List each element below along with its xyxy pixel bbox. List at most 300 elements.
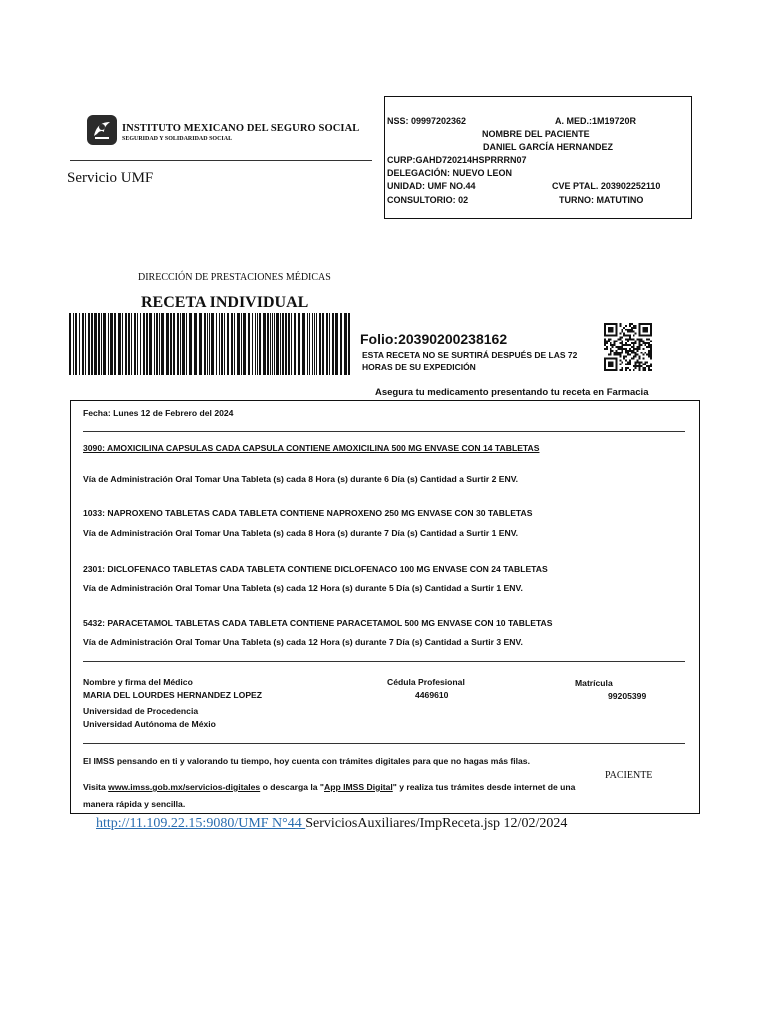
barcode-bar bbox=[88, 313, 90, 375]
barcode-bar bbox=[241, 313, 242, 375]
barcode-bar bbox=[329, 313, 330, 375]
barcode-bar bbox=[316, 313, 317, 375]
qr-module bbox=[621, 344, 623, 346]
qr-module bbox=[616, 352, 618, 354]
qr-module bbox=[635, 365, 637, 367]
barcode-bar bbox=[322, 313, 324, 375]
barcode-bar bbox=[298, 313, 300, 375]
qr-module bbox=[616, 346, 618, 348]
barcode-bar bbox=[98, 313, 100, 375]
qr-module bbox=[625, 369, 627, 371]
barcode-bar bbox=[270, 313, 271, 375]
qr-module bbox=[648, 342, 650, 344]
qr-module bbox=[646, 338, 648, 340]
qr-module bbox=[614, 340, 616, 342]
barcode-bar bbox=[186, 313, 187, 375]
qr-module bbox=[648, 346, 650, 348]
qr-module bbox=[635, 356, 637, 358]
qr-module bbox=[610, 352, 612, 354]
prescription-frame bbox=[70, 400, 700, 814]
qr-module bbox=[637, 346, 639, 348]
qr-module bbox=[604, 338, 606, 340]
qr-module bbox=[629, 344, 631, 346]
qr-module bbox=[619, 336, 621, 338]
nss: NSS: 09997202362 bbox=[387, 116, 467, 126]
qr-module bbox=[635, 352, 637, 354]
qr-module bbox=[650, 344, 652, 346]
qr-module bbox=[627, 363, 629, 365]
doctor-divider bbox=[83, 743, 685, 744]
qr-module bbox=[650, 369, 652, 371]
barcode-bar bbox=[128, 313, 130, 375]
medication-name: 2301: DICLOFENACO TABLETAS CADA TABLETA CONTIENE DICLOFENACO 100 MG ENVASE CON 24 TABLETAS bbox=[83, 564, 548, 574]
qr-module bbox=[625, 352, 627, 354]
qr-module bbox=[625, 367, 627, 369]
patient-name: DANIEL GARCÍA HERNANDEZ bbox=[483, 142, 614, 152]
qr-module bbox=[621, 336, 623, 338]
qr-module bbox=[633, 369, 635, 371]
doctor-name-label: Nombre y firma del Médico bbox=[83, 677, 193, 687]
barcode-bar bbox=[131, 313, 132, 375]
barcode-bar bbox=[73, 313, 74, 375]
qr-module bbox=[629, 329, 631, 331]
qr-module bbox=[631, 331, 633, 333]
qr-module bbox=[606, 346, 608, 348]
qr-module bbox=[614, 344, 616, 346]
qr-module bbox=[623, 333, 625, 335]
barcode-bar bbox=[348, 313, 350, 375]
barcode-bar bbox=[276, 313, 279, 375]
barcode-bar bbox=[294, 313, 296, 375]
qr-module bbox=[650, 356, 652, 358]
qr-module bbox=[635, 354, 637, 356]
barcode-bar bbox=[180, 313, 181, 375]
qr-module bbox=[640, 365, 642, 367]
medication-instructions: Vía de Administración Oral Tomar Una Tableta (s) cada 12 Hora (s) durante 5 Día (s) Cantidad a Surtir 1 ENV. bbox=[83, 583, 523, 593]
visita-text: Visita bbox=[83, 782, 109, 792]
barcode-bar bbox=[173, 313, 175, 375]
qr-module bbox=[644, 344, 646, 346]
qr-module bbox=[642, 340, 644, 342]
fecha: Fecha: Lunes 12 de Febrero del 2024 bbox=[83, 408, 234, 418]
qr-module bbox=[616, 350, 618, 352]
barcode-bar bbox=[207, 313, 208, 375]
qr-module bbox=[621, 352, 623, 354]
pharmacy-notice: Asegura tu medicamento presentando tu receta en Farmacia bbox=[375, 387, 649, 398]
qr-module bbox=[639, 348, 641, 350]
barcode-bar bbox=[177, 313, 179, 375]
barcode-bar bbox=[156, 313, 158, 375]
qr-module bbox=[617, 352, 619, 354]
institution-name: INSTITUTO MEXICANO DEL SEGURO SOCIAL bbox=[122, 123, 360, 134]
qr-module bbox=[621, 367, 623, 369]
barcode-bar bbox=[154, 313, 155, 375]
descarga-text: o descarga la " bbox=[260, 782, 324, 792]
qr-module bbox=[642, 342, 644, 344]
medications-divider bbox=[83, 661, 685, 662]
barcode-bar bbox=[211, 313, 214, 375]
qr-module bbox=[608, 354, 610, 356]
qr-module bbox=[617, 338, 619, 340]
qr-module bbox=[648, 365, 650, 367]
qr-module bbox=[629, 363, 631, 365]
qr-module bbox=[625, 350, 627, 352]
qr-module bbox=[635, 333, 637, 335]
qr-module bbox=[606, 348, 608, 350]
app-imss-link[interactable]: App IMSS Digital bbox=[324, 782, 393, 792]
delegacion: DELEGACIÓN: NUEVO LEON bbox=[387, 168, 513, 178]
qr-module bbox=[629, 336, 631, 338]
qr-module bbox=[610, 338, 612, 340]
qr-module bbox=[627, 350, 629, 352]
qr-module bbox=[623, 358, 625, 360]
qr-module bbox=[646, 361, 648, 363]
imss-message: El IMSS pensando en ti y valorando tu tiempo, hoy cuenta con trámites digitales para que no hagas más filas. bbox=[83, 756, 530, 766]
institution-subtitle: SEGURIDAD Y SOLIDARIDAD SOCIAL bbox=[122, 136, 233, 142]
barcode-bar bbox=[234, 313, 235, 375]
qr-module bbox=[635, 325, 637, 327]
qr-module bbox=[648, 354, 650, 356]
qr-module bbox=[635, 363, 637, 365]
qr-module bbox=[639, 342, 641, 344]
realiza-text: " y realiza tus trámites desde internet de una bbox=[392, 782, 576, 792]
qr-module bbox=[631, 323, 633, 325]
barcode-bar bbox=[194, 313, 197, 375]
qr-module bbox=[629, 350, 631, 352]
barcode-bar bbox=[291, 313, 292, 375]
qr-module bbox=[614, 354, 616, 356]
qr-module bbox=[648, 350, 650, 352]
qr-module bbox=[650, 350, 652, 352]
cve-ptal: CVE PTAL. 203902252110 bbox=[552, 181, 661, 191]
qr-module bbox=[644, 342, 646, 344]
qr-module bbox=[627, 338, 629, 340]
barcode-bar bbox=[280, 313, 281, 375]
barcode-bar bbox=[159, 313, 160, 375]
qr-module bbox=[629, 348, 631, 350]
qr-module bbox=[637, 354, 639, 356]
qr-module bbox=[650, 358, 652, 360]
barcode-bar bbox=[227, 313, 229, 375]
qr-module bbox=[623, 344, 625, 346]
barcode-bar bbox=[332, 313, 334, 375]
matricula-label: Matrícula bbox=[575, 678, 613, 688]
qr-module bbox=[650, 346, 652, 348]
qr-module bbox=[639, 340, 641, 342]
qr-module bbox=[650, 340, 652, 342]
qr-module bbox=[625, 335, 627, 337]
medication-instructions: Vía de Administración Oral Tomar Una Tableta (s) cada 8 Hora (s) durante 7 Día (s) Cantidad a Surtir 1 ENV. bbox=[83, 528, 519, 538]
qr-module bbox=[619, 369, 621, 371]
qr-module bbox=[631, 358, 633, 360]
qr-module bbox=[629, 369, 631, 371]
qr-module bbox=[637, 348, 639, 350]
barcode-bar bbox=[272, 313, 273, 375]
barcode-bar bbox=[79, 313, 80, 375]
qr-module bbox=[648, 356, 650, 358]
qr-module bbox=[625, 348, 627, 350]
qr-module bbox=[619, 346, 621, 348]
barcode-bar bbox=[161, 313, 164, 375]
qr-module bbox=[621, 348, 623, 350]
barcode-bar bbox=[221, 313, 223, 375]
qr-module bbox=[619, 323, 621, 325]
qr-module bbox=[621, 342, 623, 344]
qr-module bbox=[642, 367, 644, 369]
medication-instructions: Vía de Administración Oral Tomar Una Tableta (s) cada 8 Hora (s) durante 6 Día (s) Cantidad a Surtir 2 ENV. bbox=[83, 474, 519, 484]
qr-module bbox=[635, 348, 637, 350]
qr-module bbox=[627, 331, 629, 333]
qr-module bbox=[646, 346, 648, 348]
barcode-bar bbox=[199, 313, 202, 375]
qr-module bbox=[650, 363, 652, 365]
qr-module bbox=[648, 344, 650, 346]
qr-module bbox=[644, 367, 646, 369]
qr-module bbox=[642, 358, 644, 360]
barcode-bar bbox=[274, 313, 275, 375]
qr-module bbox=[629, 331, 631, 333]
qr-module bbox=[625, 359, 627, 361]
qr-module bbox=[629, 359, 631, 361]
service-label: Servicio UMF bbox=[67, 170, 154, 186]
barcode-bar bbox=[219, 313, 220, 375]
barcode-bar bbox=[312, 313, 313, 375]
qr-module bbox=[625, 344, 627, 346]
print-url-rest: ServiciosAuxiliares/ImpReceta.jsp 12/02/2024 bbox=[305, 816, 568, 831]
qr-module bbox=[635, 327, 637, 329]
qr-module bbox=[619, 333, 621, 335]
barcode-bar bbox=[189, 313, 192, 375]
qr-module bbox=[627, 340, 629, 342]
barcode-bar bbox=[101, 313, 102, 375]
qr-module bbox=[621, 329, 623, 331]
qr-module bbox=[633, 342, 635, 344]
qr-module bbox=[635, 367, 637, 369]
qr-module bbox=[604, 344, 606, 346]
barcode-bar bbox=[340, 313, 342, 375]
header-divider bbox=[70, 160, 372, 161]
barcode-bar bbox=[224, 313, 225, 375]
qr-module bbox=[644, 352, 646, 354]
qr-module bbox=[633, 325, 635, 327]
qr-module bbox=[633, 346, 635, 348]
qr-module bbox=[608, 361, 614, 367]
qr-module bbox=[639, 346, 641, 348]
barcode-bar bbox=[302, 313, 305, 375]
qr-module bbox=[619, 338, 621, 340]
qr-module bbox=[633, 352, 635, 354]
qr-module bbox=[617, 354, 619, 356]
qr-module bbox=[650, 348, 652, 350]
barcode-bar bbox=[267, 313, 269, 375]
qr-module bbox=[610, 348, 612, 350]
qr-module bbox=[639, 369, 641, 371]
universidad: Universidad Autónoma de Méxio bbox=[83, 719, 216, 729]
qr-module bbox=[621, 369, 623, 371]
barcode-bar bbox=[118, 313, 121, 375]
qr-module bbox=[639, 365, 641, 367]
barcode-bar bbox=[237, 313, 240, 375]
qr-module bbox=[604, 340, 606, 342]
barcode-bar bbox=[285, 313, 287, 375]
imss-logo bbox=[86, 114, 360, 148]
qr-module bbox=[650, 365, 652, 367]
medication-name: 5432: PARACETAMOL TABLETAS CADA TABLETA CONTIENE PARACETAMOL 500 MG ENVASE CON 10 TABLETAS bbox=[83, 618, 553, 628]
qr-module bbox=[633, 335, 635, 337]
qr-module bbox=[629, 361, 631, 363]
qr-module bbox=[614, 352, 616, 354]
qr-module bbox=[642, 363, 644, 365]
curp: CURP:GAHD720214HSPRRRN07 bbox=[387, 155, 527, 165]
qr-module bbox=[633, 358, 635, 360]
qr-module bbox=[637, 365, 639, 367]
qr-module bbox=[633, 365, 635, 367]
qr-module bbox=[625, 338, 627, 340]
qr-module bbox=[642, 354, 644, 356]
barcode-bar bbox=[114, 313, 116, 375]
barcode-bar bbox=[314, 313, 315, 375]
qr-module bbox=[619, 359, 621, 361]
barcode-bar bbox=[309, 313, 310, 375]
qr-module bbox=[619, 356, 621, 358]
qr-module bbox=[650, 354, 652, 356]
qr-module bbox=[629, 354, 631, 356]
qr-module bbox=[635, 340, 637, 342]
barcode-bar bbox=[182, 313, 185, 375]
qr-module bbox=[610, 344, 612, 346]
qr-module bbox=[637, 361, 639, 363]
qr-module bbox=[642, 327, 648, 333]
imss-eagle-icon bbox=[86, 114, 118, 146]
qr-module bbox=[604, 348, 606, 350]
qr-module bbox=[648, 338, 650, 340]
barcode-bar bbox=[125, 313, 127, 375]
qr-module bbox=[619, 352, 621, 354]
barcode-bar bbox=[344, 313, 347, 375]
barcode-bar bbox=[137, 313, 138, 375]
expiry-warning-line1: ESTA RECETA NO SE SURTIRÁ DESPUÉS DE LAS 72 bbox=[362, 350, 578, 360]
qr-module bbox=[617, 346, 619, 348]
digital-services-line3: manera rápida y sencilla. bbox=[83, 799, 186, 809]
barcode-bar bbox=[263, 313, 266, 375]
qr-module bbox=[625, 342, 627, 344]
barcode-bar bbox=[85, 313, 86, 375]
barcode-bar bbox=[122, 313, 123, 375]
qr-module bbox=[640, 338, 642, 340]
qr-module bbox=[633, 348, 635, 350]
qr-module bbox=[639, 367, 641, 369]
qr-module bbox=[640, 344, 642, 346]
qr-module bbox=[639, 361, 641, 363]
fecha-divider bbox=[83, 431, 685, 432]
qr-module bbox=[640, 361, 642, 363]
barcode-bar bbox=[326, 313, 328, 375]
qr-module bbox=[629, 323, 631, 325]
qr-module bbox=[631, 338, 633, 340]
qr-module bbox=[629, 335, 631, 337]
qr-module bbox=[610, 350, 612, 352]
barcode-bar bbox=[259, 313, 261, 375]
qr-module bbox=[631, 350, 633, 352]
qr-module bbox=[610, 342, 612, 344]
unidad: UNIDAD: UMF NO.44 bbox=[387, 181, 476, 191]
qr-module bbox=[646, 354, 648, 356]
qr-module bbox=[625, 325, 627, 327]
barcode bbox=[69, 313, 351, 375]
qr-module bbox=[623, 348, 625, 350]
qr-module bbox=[639, 338, 641, 340]
qr-module bbox=[639, 344, 641, 346]
qr-module bbox=[612, 344, 614, 346]
qr-module bbox=[648, 367, 650, 369]
qr-module bbox=[644, 361, 646, 363]
qr-module bbox=[619, 325, 621, 327]
barcode-bar bbox=[110, 313, 113, 375]
turno: TURNO: MATUTINO bbox=[559, 195, 644, 205]
imss-services-link[interactable]: www.imss.gob.mx/servicios-digitales bbox=[108, 782, 261, 792]
qr-module bbox=[617, 348, 619, 350]
qr-module bbox=[627, 354, 629, 356]
print-url-link[interactable]: http://11.109.22.15:9080/UMF N°44 bbox=[96, 816, 306, 831]
barcode-bar bbox=[143, 313, 145, 375]
receta-title: RECETA INDIVIDUAL bbox=[141, 294, 309, 311]
matricula: 99205399 bbox=[608, 691, 647, 701]
qr-module bbox=[637, 338, 639, 340]
qr-module bbox=[642, 369, 644, 371]
qr-module bbox=[631, 329, 633, 331]
barcode-bar bbox=[134, 313, 136, 375]
qr-module bbox=[627, 344, 629, 346]
qr-module bbox=[631, 352, 633, 354]
qr-module bbox=[639, 363, 641, 365]
patient-name-label: NOMBRE DEL PACIENTE bbox=[482, 129, 590, 139]
qr-module bbox=[627, 367, 629, 369]
qr-module bbox=[633, 327, 635, 329]
qr-module bbox=[606, 340, 608, 342]
qr-module bbox=[633, 344, 635, 346]
barcode-bar bbox=[257, 313, 258, 375]
barcode-bar bbox=[216, 313, 217, 375]
qr-module bbox=[625, 356, 627, 358]
barcode-bar bbox=[69, 313, 71, 375]
direccion-heading: DIRECCIÓN DE PRESTACIONES MÉDICAS bbox=[138, 272, 331, 283]
qr-module bbox=[631, 346, 633, 348]
qr-module bbox=[621, 350, 623, 352]
qr-module bbox=[610, 354, 612, 356]
qr-module bbox=[625, 329, 627, 331]
qr-module bbox=[629, 325, 631, 327]
barcode-bar bbox=[91, 313, 93, 375]
qr-module bbox=[633, 338, 635, 340]
qr-module bbox=[612, 350, 614, 352]
cedula: 4469610 bbox=[415, 690, 449, 700]
qr-module bbox=[627, 329, 629, 331]
qr-module bbox=[650, 352, 652, 354]
qr-module bbox=[627, 352, 629, 354]
barcode-bar bbox=[319, 313, 321, 375]
qr-module bbox=[625, 363, 627, 365]
barcode-bar bbox=[282, 313, 284, 375]
qr-module bbox=[608, 327, 614, 333]
qr-module bbox=[644, 363, 646, 365]
qr-module bbox=[631, 342, 633, 344]
qr-module bbox=[621, 340, 623, 342]
qr-module bbox=[621, 331, 623, 333]
qr-module bbox=[639, 358, 641, 360]
barcode-bar bbox=[204, 313, 206, 375]
folio: Folio:20390200238162 bbox=[360, 331, 508, 347]
qr-module bbox=[619, 342, 621, 344]
